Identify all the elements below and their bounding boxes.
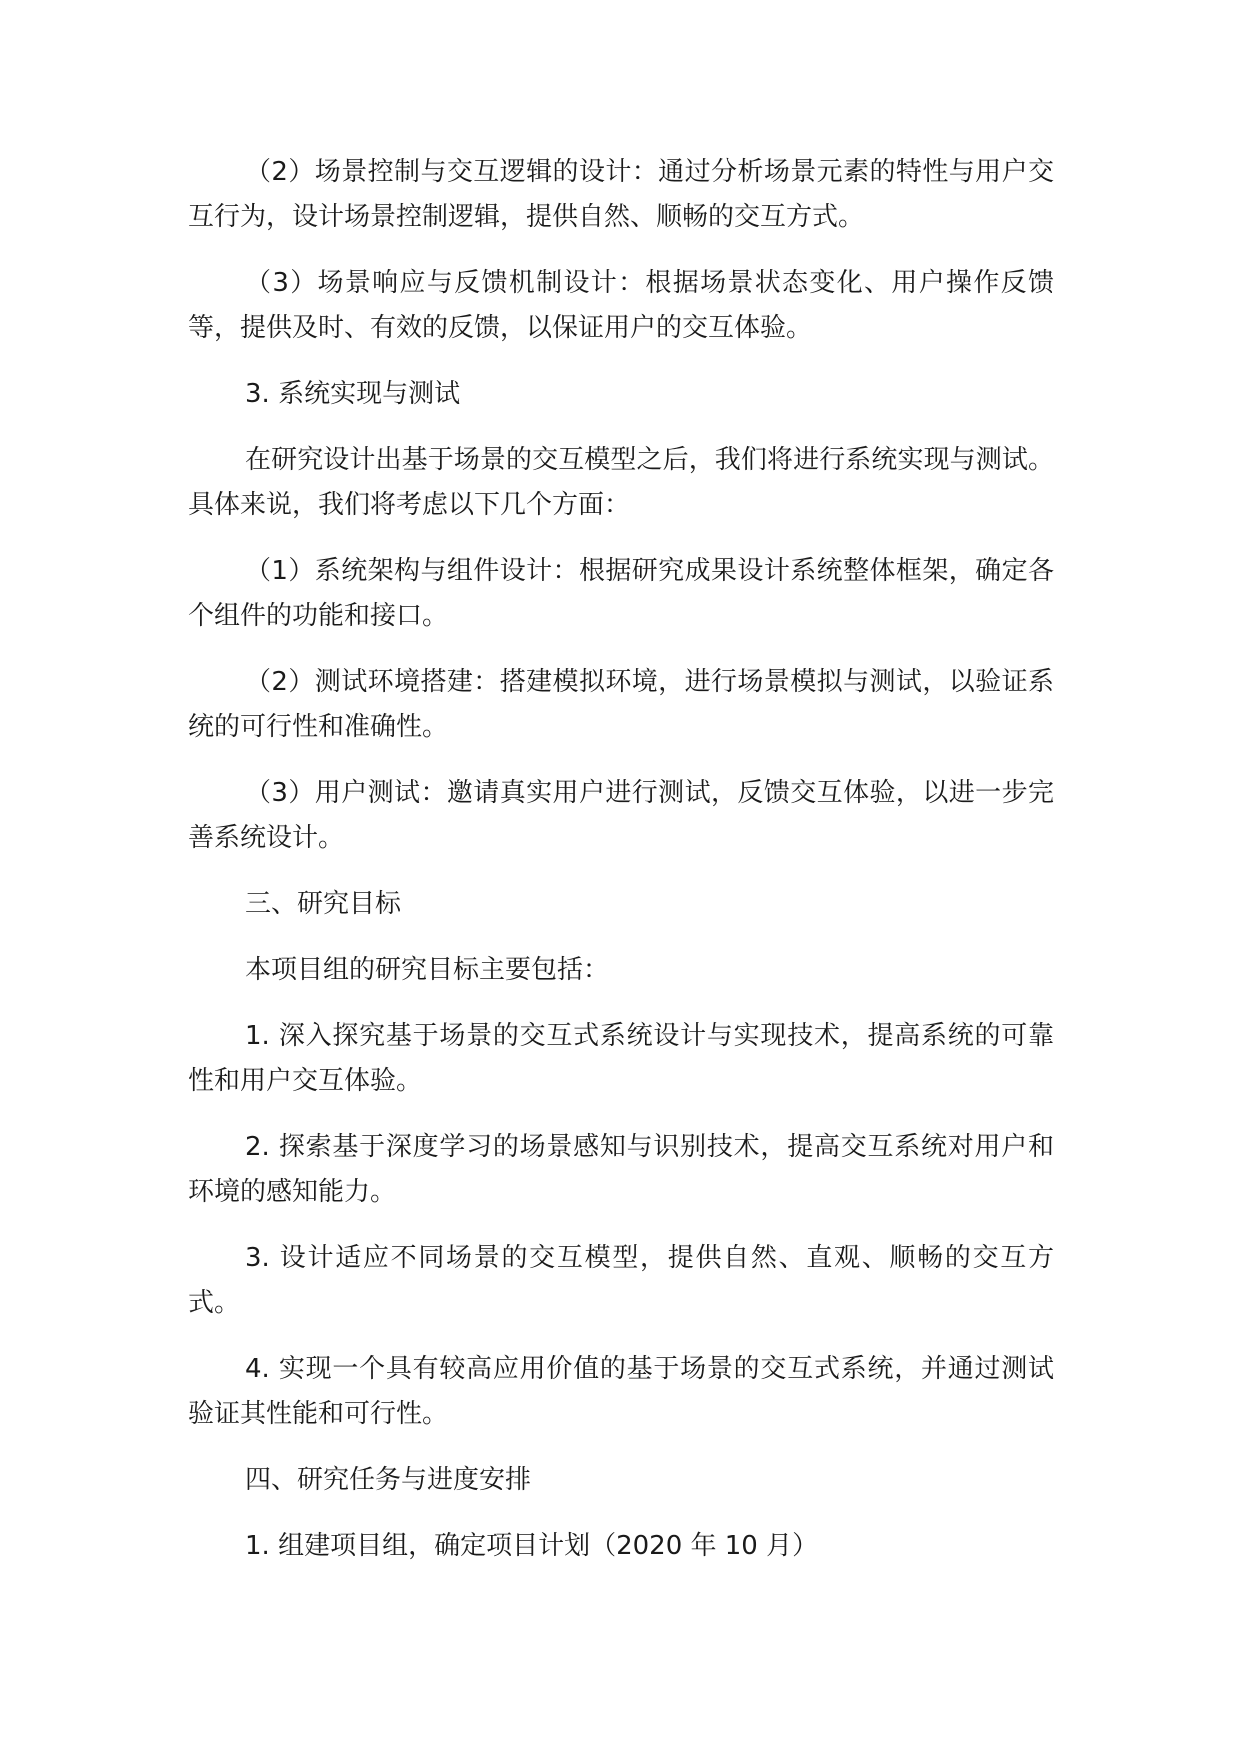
paragraph-implementation-intro: 在研究设计出基于场景的交互模型之后，我们将进行系统实现与测试。具体来说，我们将考虑以下几个方面：	[188, 445, 1054, 520]
list-item-goal-1: 1. 深入探究基于场景的交互式系统设计与实现技术，提高系统的可靠性和用户交互体验。	[188, 1021, 1054, 1096]
paragraph-test-environment: （2）测试环境搭建：搭建模拟环境，进行场景模拟与测试，以验证系统的可行性和准确性。	[188, 667, 1054, 742]
paragraph-user-testing: （3）用户测试：邀请真实用户进行测试，反馈交互体验，以进一步完善系统设计。	[188, 778, 1054, 853]
section-heading-system-implementation: 3. 系统实现与测试	[245, 379, 461, 409]
document-page	[188, 150, 1054, 1590]
list-item-goal-4: 4. 实现一个具有较高应用价值的基于场景的交互式系统，并通过测试验证其性能和可行性。	[188, 1354, 1054, 1429]
section-heading-tasks-schedule: 四、研究任务与进度安排	[245, 1465, 532, 1495]
section-heading-research-goals: 三、研究目标	[245, 889, 402, 919]
paragraph-feedback-mechanism: （3）场景响应与反馈机制设计：根据场景状态变化、用户操作反馈等，提供及时、有效的反馈，以保证用户的交互体验。	[188, 268, 1054, 343]
paragraph-goals-intro: 本项目组的研究目标主要包括：	[245, 955, 610, 985]
paragraph-scene-control-design: （2）场景控制与交互逻辑的设计：通过分析场景元素的特性与用户交互行为，设计场景控制逻辑，提供自然、顺畅的交互方式。	[188, 157, 1054, 232]
list-item-task-1: 1. 组建项目组，确定项目计划（2020 年 10 月）	[245, 1531, 819, 1561]
paragraph-architecture-design: （1）系统架构与组件设计：根据研究成果设计系统整体框架，确定各个组件的功能和接口。	[188, 556, 1054, 631]
list-item-goal-3: 3. 设计适应不同场景的交互模型，提供自然、直观、顺畅的交互方式。	[188, 1243, 1054, 1318]
list-item-goal-2: 2. 探索基于深度学习的场景感知与识别技术，提高交互系统对用户和环境的感知能力。	[188, 1132, 1054, 1207]
